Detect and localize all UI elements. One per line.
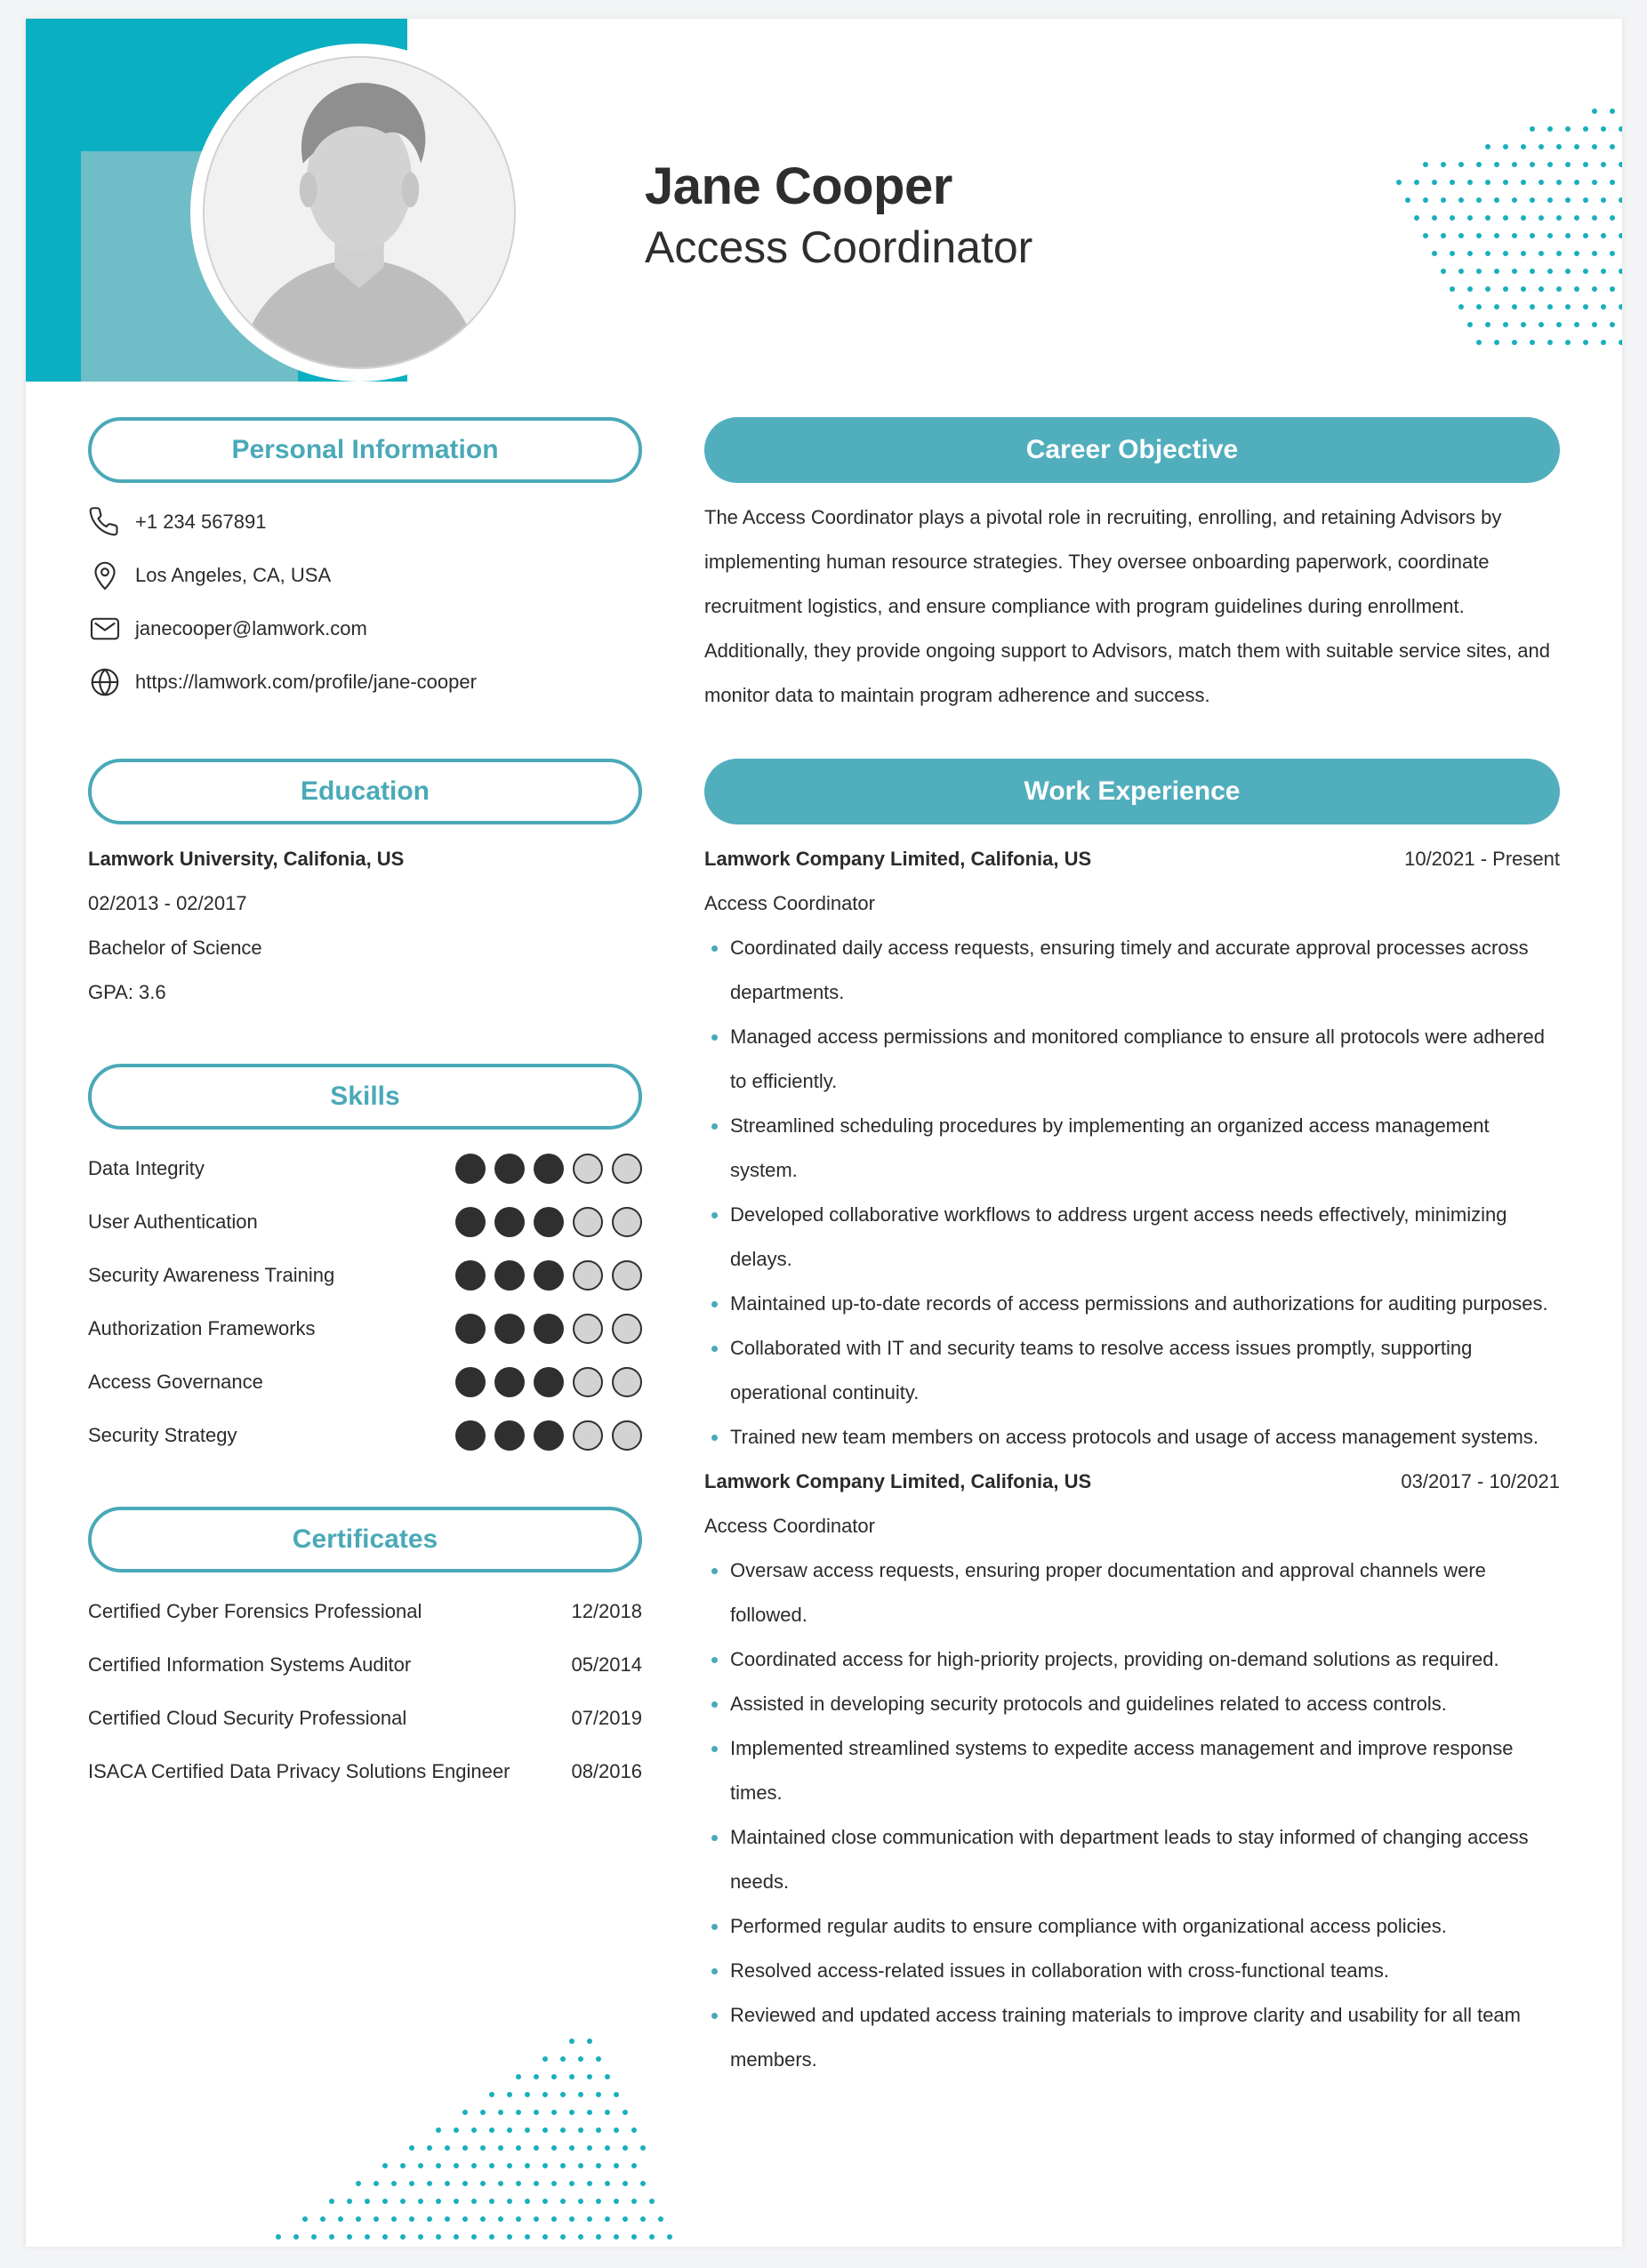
avatar-ring <box>190 44 528 382</box>
job-bullet: Streamlined scheduling procedures by implementing an organized access management system. <box>704 1104 1560 1193</box>
job-dates: 03/2017 - 10/2021 <box>1401 1470 1560 1492</box>
skill-row <box>88 1355 642 1409</box>
rating-dot-filled <box>455 1367 486 1397</box>
rating-dot-empty <box>573 1207 603 1237</box>
certificate-row <box>88 1745 642 1798</box>
skill-rating <box>455 1260 642 1291</box>
work-experience-list <box>704 837 1560 2082</box>
rating-dot-filled <box>455 1154 486 1184</box>
job-title: Access Coordinator <box>704 1515 875 1537</box>
rating-dot-empty <box>612 1207 642 1237</box>
phone-text: +1 234 567891 <box>135 511 267 533</box>
job-bullets <box>704 1548 1560 2082</box>
rating-dot-filled <box>494 1154 525 1184</box>
rating-dot-filled <box>455 1260 486 1291</box>
skill-rating <box>455 1420 642 1451</box>
skills-heading: Skills <box>88 1064 642 1130</box>
job-bullets <box>704 926 1560 1460</box>
education-entry <box>88 837 642 1015</box>
job-bullet: Coordinated daily access requests, ensuring timely and accurate approval processes across departments. <box>704 926 1560 1015</box>
rating-dot-filled <box>494 1207 525 1237</box>
phone-icon <box>88 505 122 539</box>
rating-dot-filled <box>534 1367 564 1397</box>
website-text: https://lamwork.com/profile/jane-cooper <box>135 671 477 693</box>
skill-row <box>88 1302 642 1355</box>
rating-dot-filled <box>494 1314 525 1344</box>
certificate-date: 12/2018 <box>571 1600 642 1622</box>
certificate-row <box>88 1638 642 1692</box>
rating-dot-filled <box>455 1207 486 1237</box>
skill-rating <box>455 1367 642 1397</box>
job-company: Lamwork Company Limited, Califonia, US <box>704 1470 1092 1492</box>
career-objective-text: The Access Coordinator plays a pivotal role in recruiting, enrolling, and retaining Advisors by implementing human resource strategies. They oversee onboarding paperwork, coordinate recruitment logistics, and ensure compliance with program guidelines during enrollment. Additionally, they provide ongoing support to Advisors, match them with suitable service sites, and monitor data to maintain program adherence and success. <box>704 506 1550 706</box>
rating-dot-empty <box>612 1154 642 1184</box>
left-column <box>88 417 642 1798</box>
skill-name: Data Integrity <box>88 1157 205 1179</box>
rating-dot-filled <box>455 1314 486 1344</box>
decorative-dot-pattern-top <box>1351 19 1622 357</box>
rating-dot-empty <box>573 1314 603 1344</box>
skill-rating <box>455 1154 642 1184</box>
rating-dot-empty <box>573 1154 603 1184</box>
rating-dot-filled <box>494 1260 525 1291</box>
job-entry <box>704 1460 1560 2082</box>
rating-dot-filled <box>534 1154 564 1184</box>
website-row <box>88 655 642 709</box>
certificate-name: Certified Cyber Forensics Professional <box>88 1600 422 1622</box>
certificates-list <box>88 1585 642 1798</box>
rating-dot-empty <box>612 1260 642 1291</box>
email-text: janecooper@lamwork.com <box>135 617 367 639</box>
job-bullet: Trained new team members on access protocols and usage of access management systems. <box>704 1415 1560 1460</box>
certificate-date: 07/2019 <box>571 1707 642 1729</box>
job-title: Access Coordinator <box>704 892 875 914</box>
globe-icon <box>88 665 122 699</box>
skill-row <box>88 1409 642 1462</box>
certificate-row <box>88 1585 642 1638</box>
location-text: Los Angeles, CA, USA <box>135 564 332 586</box>
certificate-row <box>88 1692 642 1745</box>
job-bullet: Performed regular audits to ensure compliance with organizational access policies. <box>704 1904 1560 1949</box>
skill-rating <box>455 1314 642 1344</box>
personal-info-list <box>88 495 642 709</box>
job-bullet: Collaborated with IT and security teams to resolve access issues promptly, supporting operational continuity. <box>704 1326 1560 1415</box>
rating-dot-filled <box>494 1420 525 1451</box>
rating-dot-filled <box>534 1207 564 1237</box>
job-header <box>704 837 1560 881</box>
skill-row <box>88 1142 642 1195</box>
rating-dot-empty <box>573 1367 603 1397</box>
rating-dot-filled <box>534 1314 564 1344</box>
location-pin-icon <box>88 559 122 592</box>
candidate-name: Jane Cooper <box>645 157 952 215</box>
personal-info-heading: Personal Information <box>88 417 642 483</box>
rating-dot-filled <box>534 1260 564 1291</box>
certificate-date: 05/2014 <box>571 1653 642 1676</box>
phone-row <box>88 495 642 549</box>
rating-dot-empty <box>612 1367 642 1397</box>
certificate-name: Certified Cloud Security Professional <box>88 1707 407 1729</box>
job-dates: 10/2021 - Present <box>1404 848 1560 870</box>
resume-page <box>26 19 1622 2247</box>
career-objective-heading: Career Objective <box>704 417 1560 483</box>
job-bullet: Managed access permissions and monitored compliance to ensure all protocols were adhered to efficiently. <box>704 1015 1560 1104</box>
skill-name: Authorization Frameworks <box>88 1317 316 1339</box>
job-bullet: Resolved access-related issues in collaboration with cross-functional teams. <box>704 1949 1560 1993</box>
job-bullet: Developed collaborative workflows to address urgent access needs effectively, minimizing delays. <box>704 1193 1560 1282</box>
skills-list <box>88 1142 642 1462</box>
skill-row <box>88 1249 642 1302</box>
job-entry <box>704 837 1560 1460</box>
location-row <box>88 549 642 602</box>
rating-dot-empty <box>573 1260 603 1291</box>
rating-dot-empty <box>612 1420 642 1451</box>
education-school: Lamwork University, Califonia, US <box>88 848 405 870</box>
rating-dot-filled <box>455 1420 486 1451</box>
avatar <box>203 56 516 369</box>
email-row <box>88 602 642 655</box>
job-bullet: Maintained up-to-date records of access permissions and authorizations for auditing purposes. <box>704 1282 1560 1326</box>
education-gpa: GPA: 3.6 <box>88 981 166 1003</box>
rating-dot-filled <box>534 1420 564 1451</box>
education-degree: Bachelor of Science <box>88 937 262 959</box>
job-bullet: Assisted in developing security protocols and guidelines related to access controls. <box>704 1682 1560 1726</box>
certificates-heading: Certificates <box>88 1507 642 1572</box>
candidate-role: Access Coordinator <box>645 222 1033 272</box>
education-heading: Education <box>88 759 642 824</box>
job-header <box>704 1460 1560 1504</box>
email-icon <box>88 612 122 646</box>
work-experience-heading: Work Experience <box>704 759 1560 824</box>
job-bullet: Oversaw access requests, ensuring proper documentation and approval channels were followed. <box>704 1548 1560 1637</box>
skill-name: Access Governance <box>88 1371 263 1393</box>
education-dates: 02/2013 - 02/2017 <box>88 892 247 914</box>
job-bullet: Coordinated access for high-priority projects, providing on-demand solutions as required. <box>704 1637 1560 1682</box>
job-bullet: Implemented streamlined systems to expedite access management and improve response times. <box>704 1726 1560 1815</box>
right-column <box>704 417 1560 2082</box>
job-bullet: Reviewed and updated access training materials to improve clarity and usability for all team members. <box>704 1993 1560 2082</box>
certificate-date: 08/2016 <box>571 1760 642 1782</box>
rating-dot-empty <box>573 1420 603 1451</box>
job-bullet: Maintained close communication with department leads to stay informed of changing access needs. <box>704 1815 1560 1904</box>
rating-dot-filled <box>494 1367 525 1397</box>
job-company: Lamwork Company Limited, Califonia, US <box>704 848 1092 870</box>
certificate-name: ISACA Certified Data Privacy Solutions Engineer <box>88 1760 510 1782</box>
skill-name: User Authentication <box>88 1210 258 1233</box>
rating-dot-empty <box>612 1314 642 1344</box>
certificate-name: Certified Information Systems Auditor <box>88 1653 412 1676</box>
person-silhouette-icon <box>205 58 514 367</box>
skill-name: Security Strategy <box>88 1424 237 1446</box>
skill-row <box>88 1195 642 1249</box>
skill-rating <box>455 1207 642 1237</box>
skill-name: Security Awareness Training <box>88 1264 335 1286</box>
decorative-dot-pattern-bottom <box>275 2020 719 2247</box>
